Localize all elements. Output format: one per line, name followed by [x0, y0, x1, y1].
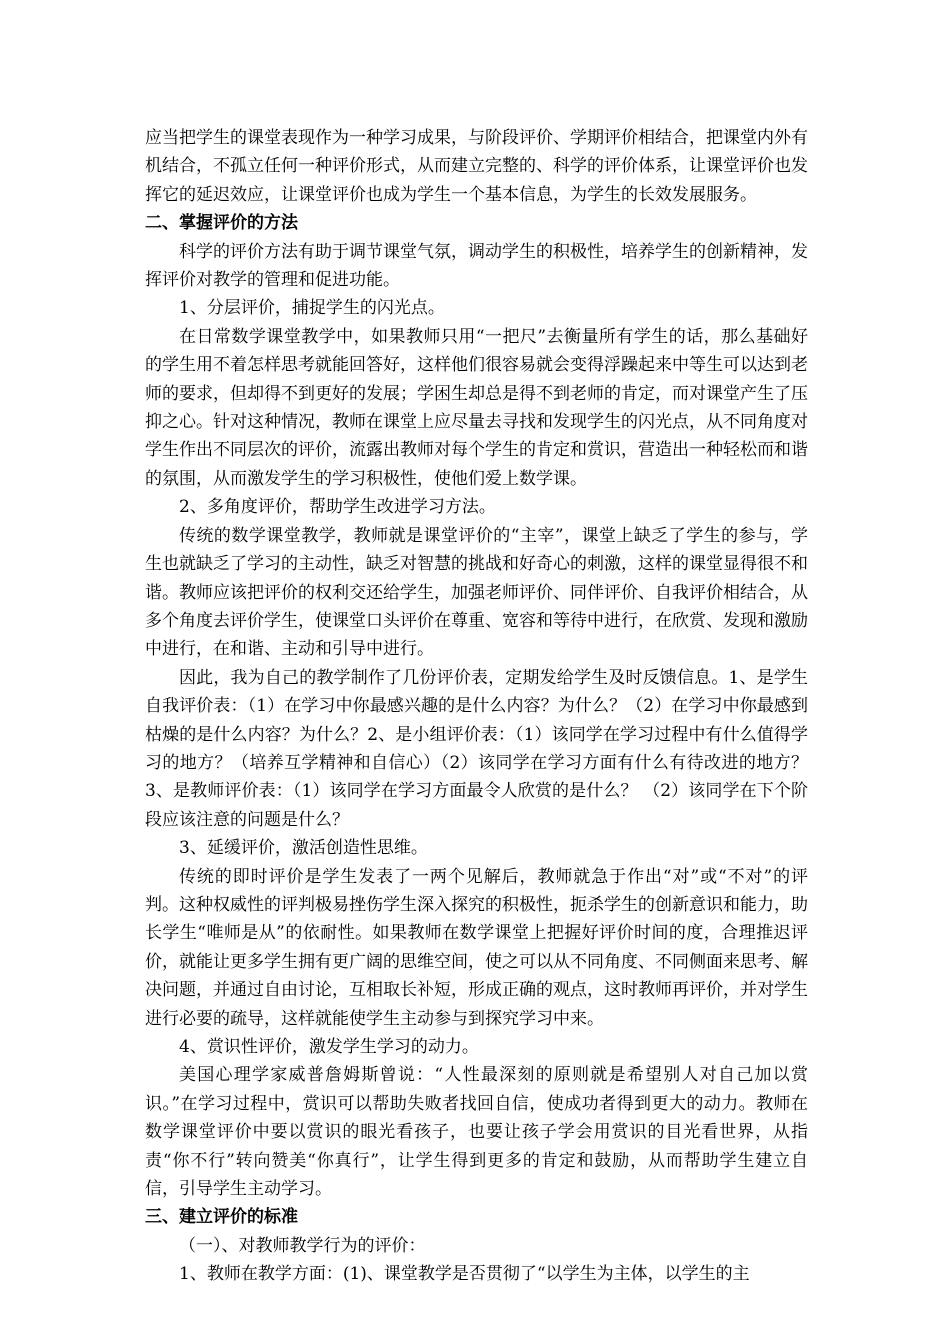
document-page	[145, 124, 808, 1289]
section-heading: 二、掌握评价的方法	[145, 213, 298, 234]
paragraph: 在日常数学课堂教学中，如果教师只用“一把尺”去衡量所有学生的话，那么基础好的学生用不着怎样思考就能回答好，这样他们很容易就会变得浮躁起来中等生可以达到老师的要求，但却得不到更好的发展；学困生却总是得不到老师的肯定，而对课堂产生了压抑之心。针对这种情况，教师在课堂上应尽量去寻找和发现学生的闪光点，从不同角度对学生作出不同层次的评价，流露出教师对每个学生的肯定和赏识，营造出一种轻松而和谐的氛围，从而激发学生的学习积极性，使他们爱上数学课。	[145, 326, 808, 489]
paragraph: 传统的数学课堂教学，教师就是课堂评价的“主宰”，课堂上缺乏了学生的参与，学生也就缺乏了学习的主动性，缺乏对智慧的挑战和好奇心的刺激，这样的课堂显得很不和谐。教师应该把评价的权利交还给学生，加强老师评价、同伴评价、自我评价相结合，从多个角度去评价学生，使课堂口头评价在尊重、宽容和等待中进行，在欣赏、发现和激励中进行，在和谐、主动和引导中进行。	[145, 525, 808, 660]
paragraph: 因此，我为自己的教学制作了几份评价表，定期发给学生及时反馈信息。1、是学生自我评价表：（1）在学习中你最感兴趣的是什么内容？为什么？（2）在学习中你最感到枯燥的是什么内容？为什么？2、是小组评价表：（1）该同学在学习过程中有什么值得学习的地方？（培养互学精神和自信心）（2）该同学在学习方面有什么有待改进的地方？3、是教师评价表：（1）该同学在学习方面最令人欣赏的是什么？ （2）该同学在下个阶段应该注意的问题是什么？	[145, 667, 808, 830]
section-heading: 三、建立评价的标准	[145, 1207, 298, 1228]
subheading: 2、多角度评价，帮助学生改进学习方法。	[179, 497, 496, 518]
subheading: 3、延缓评价，激活创造性思维。	[179, 838, 428, 859]
subheading: （一）、对教师教学行为的评价：	[179, 1235, 426, 1256]
paragraph: 应当把学生的课堂表现作为一种学习成果，与阶段评价、学期评价相结合，把课堂内外有机结合，不孤立任何一种评价形式，从而建立完整的、科学的评价体系，让课堂评价也发挥它的延迟效应，让课堂评价也成为学生一个基本信息，为学生的长效发展服务。	[145, 128, 808, 205]
paragraph: 科学的评价方法有助于调节课堂气氛，调动学生的积极性，培养学生的创新精神，发挥评价对教学的管理和促进功能。	[145, 241, 808, 291]
subheading: 4、赏识性评价，激发学生学习的动力。	[179, 1037, 479, 1057]
subheading: 1、分层评价，捕捉学生的闪光点。	[179, 298, 445, 319]
paragraph: 1、教师在教学方面：(1)、课堂教学是否贯彻了“以学生为主体，以学生的主	[179, 1264, 750, 1285]
paragraph: 传统的即时评价是学生发表了一两个见解后，教师就急于作出“对”或“不对”的评判。这种权威性的评判极易挫伤学生深入探究的积极性，扼杀学生的创新意识和能力，助长学生“唯师是从”的依耐性。如果教师在数学课堂上把握好评价时间的度，合理推迟评价，就能让更多学生拥有更广阔的思维空间，使之可以从不同角度、不同侧面来思考、解决问题，并通过自由讨论，互相取长补短，形成正确的观点，这时教师再评价，并对学生进行必要的疏导，这样就能使学生主动参与到探究学习中来。	[145, 866, 808, 1029]
paragraph: 美国心理学家威普詹姆斯曾说：“人性最深刻的原则就是希望别人对自己加以赏识。”在学习过程中，赏识可以帮助失败者找回自信，使成功者得到更大的动力。教师在数学课堂评价中要以赏识的眼光看孩子，也要让孩子学会用赏识的目光看世界，从指责“你不行”转向赞美“你真行”，让学生得到更多的肯定和鼓励，从而帮助学生建立自信，引导学生主动学习。	[145, 1065, 808, 1200]
